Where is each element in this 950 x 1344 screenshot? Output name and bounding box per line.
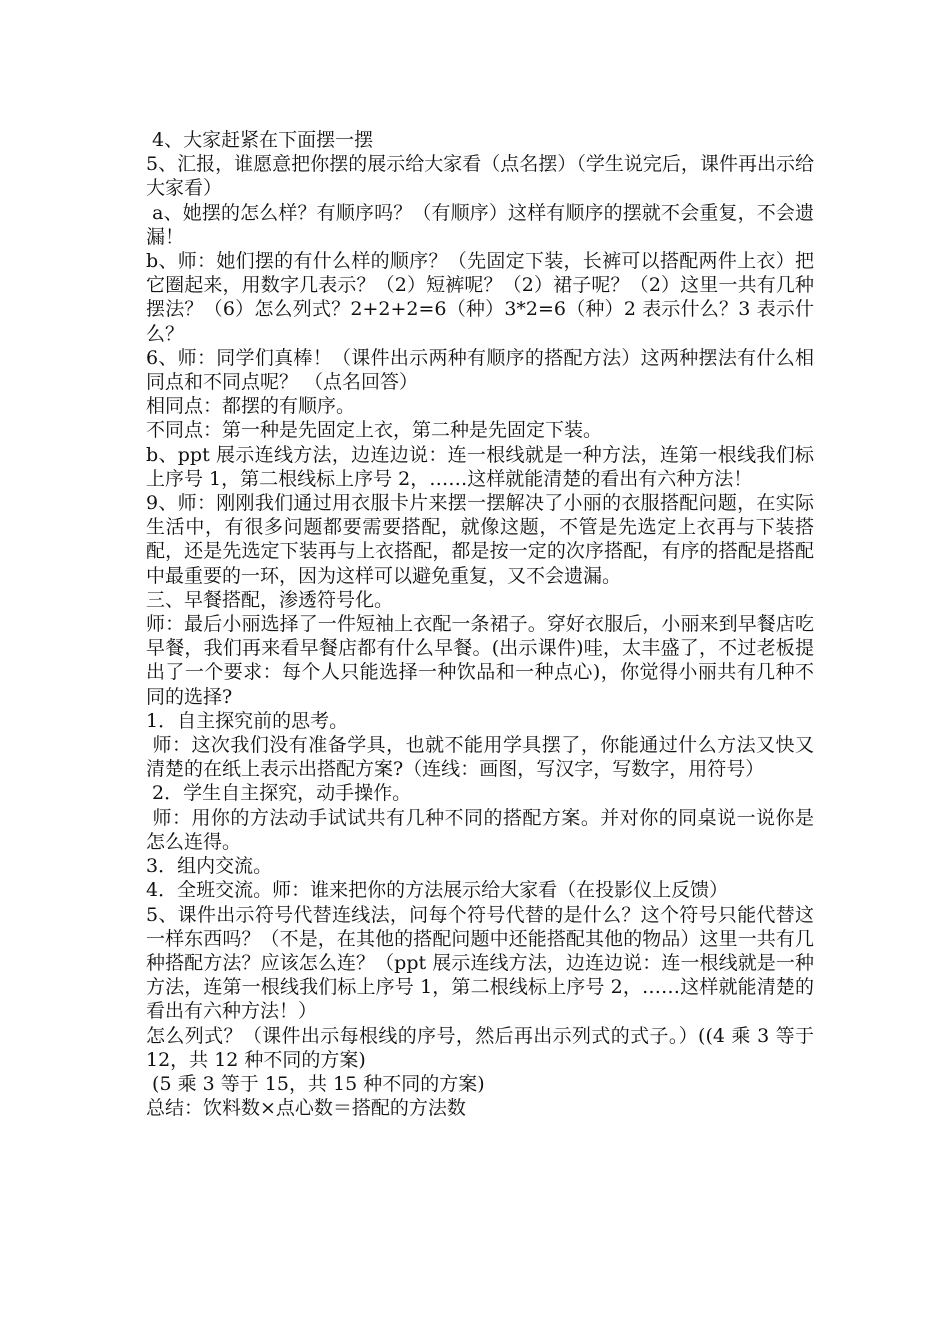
paragraph-item-1: 1．自主探究前的思考。	[146, 709, 349, 732]
paragraph-breakfast-intro: 师：最后小丽选择了一件短袖上衣配一条裙子。穿好衣服后，小丽来到早餐店吃早餐，我们再来看早餐店都有什么早餐。(出示课件)哇，太丰盛了，不过老板提出了一个要求：每个人只能选择一种饮品和一种点心)，你觉得小丽共有几种不同的选择?	[146, 613, 814, 708]
paragraph-item-2: 2．学生自主探究，动手操作。	[146, 782, 412, 805]
paragraph-similarity: 相同点：都摆的有顺序。	[146, 395, 356, 418]
paragraph-teacher-prompt-1: 师：这次我们没有准备学具，也就不能用学具摆了，你能通过什么方法又快又清楚的在纸上表示出搭配方案?（连线：画图，写汉字，写数字，用符号）	[146, 734, 814, 781]
paragraph-b-ppt-lines: b、ppt 展示连线方法，边连边说：连一根线就是一种方法，连第一根线我们标上序号 1，第二根线标上序号 2，……这样就能清楚的看出有六种方法！	[146, 443, 814, 490]
paragraph-teacher-prompt-2: 师：用你的方法动手试试共有几种不同的搭配方案。并对你的同桌说一说你是怎么连得。	[146, 806, 814, 853]
paragraph-step-5-report: 5、汇报，谁愿意把你摆的展示给大家看（点名摆）（学生说完后，课件再出示给大家看）	[146, 153, 814, 200]
paragraph-b-order-question: b、师：她们摆的有什么样的顺序？（先固定下装，长裤可以搭配两件上衣）把它圈起来，用数字几表示？（2）短裤呢？（2）裙子呢？（2）这里一共有几种摆法？（6）怎么列式？2+2+2=6（种）3*2=6（种）2 表示什么？3 表示什么？	[146, 250, 814, 345]
paragraph-step-9: 9、师：刚刚我们通过用衣服卡片来摆一摆解决了小丽的衣服搭配问题，在实际生活中，有很多问题都要需要搭配，就像这题，不管是先选定上衣再与下装搭配，还是先选定下装再与上衣搭配，都是按一定的次序搭配，有序的搭配是搭配中最重要的一环，因为这样可以避免重复，又不会遗漏。	[146, 492, 814, 587]
paragraph-item-5-symbols: 5、课件出示符号代替连线法，问每个符号代替的是什么？这个符号只能代替这一样东西吗？（不是，在其他的搭配问题中还能搭配其他的物品）这里一共有几种搭配方法？应该怎么连？（ppt 展示连线方法，边连边说：连一根线就是一种方法，连第一根线我们标上序号 1，第二根线标上序号 2，……这样就能清楚的看出有六种方法！）	[146, 903, 814, 1023]
paragraph-formula-question: 怎么列式？（课件出示每根线的序号，然后再出示列式的式子。）((4 乘 3 等于 12，共 12 种不同的方案)	[146, 1024, 821, 1071]
paragraph-item-4: 4．全班交流。师：谁来把你的方法展示给大家看（在投影仪上反馈）	[146, 879, 729, 902]
paragraph-formula-example: (5 乘 3 等于 15，共 15 种不同的方案)	[146, 1072, 485, 1095]
paragraph-difference: 不同点：第一种是先固定上衣，第二种是先固定下装。	[146, 419, 603, 442]
paragraph-step-6: 6、师：同学们真棒！（课件出示两种有顺序的搭配方法）这两种摆法有什么相同点和不同点呢？ （点名回答）	[146, 346, 814, 394]
paragraph-step-4: 4、大家赶紧在下面摆一摆	[146, 129, 374, 151]
section-heading-breakfast: 三、早餐搭配，渗透符号化。	[146, 588, 394, 611]
paragraph-a-order: a、她摆的怎么样？有顺序吗？（有顺序）这样有顺序的摆就不会重复，不会遗漏！	[146, 201, 814, 248]
paragraph-summary: 总结：饮料数×点心数＝搭配的方法数	[146, 1097, 466, 1120]
paragraph-item-3: 3．组内交流。	[146, 855, 273, 878]
